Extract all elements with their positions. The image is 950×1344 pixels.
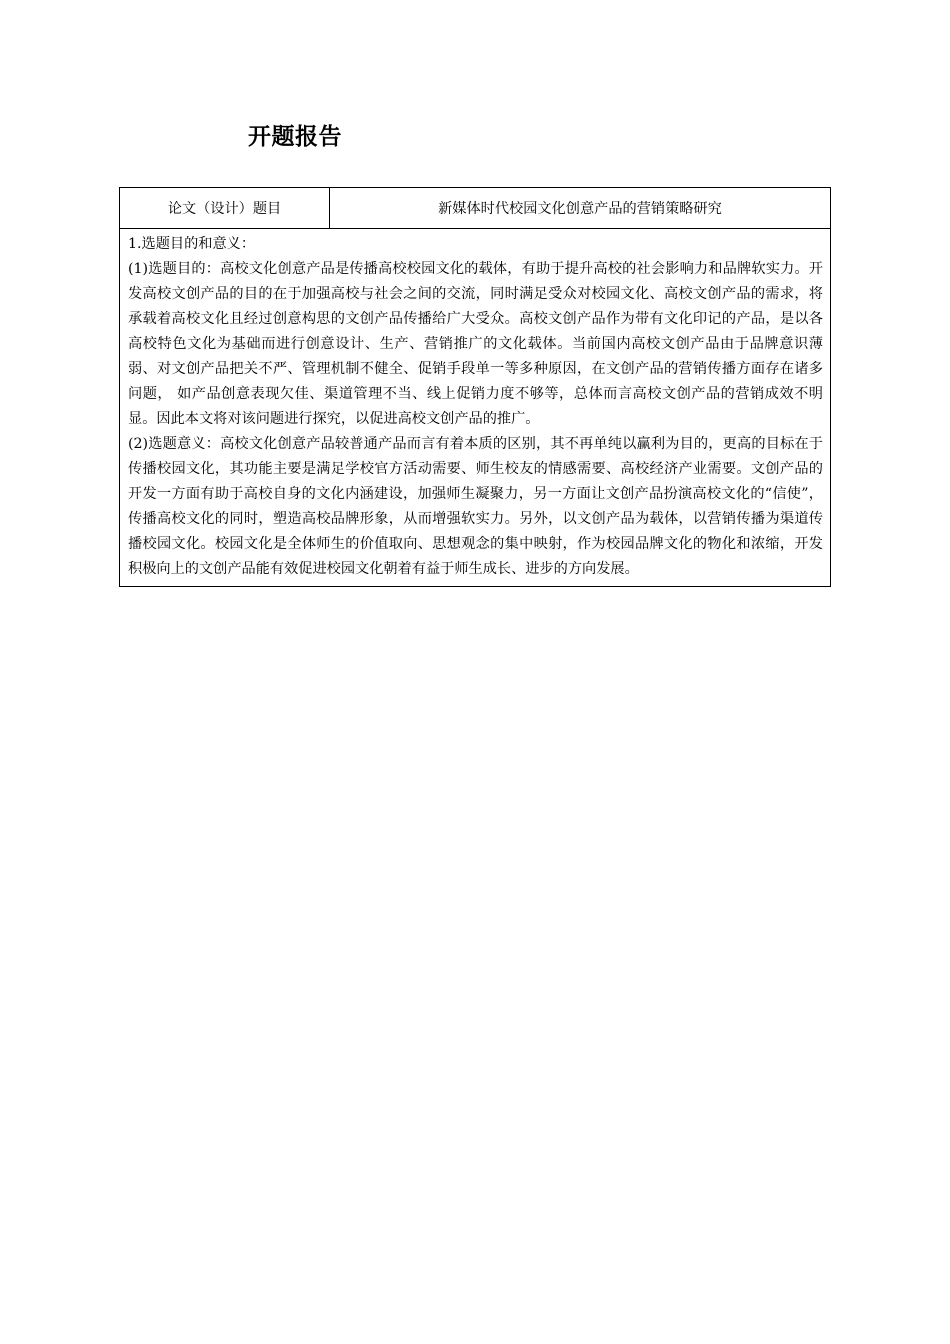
significance-paragraph: (2)选题意义：高校文化创意产品较普通产品而言有着本质的区别，其不再单纯以赢利为目的，更高的目标在于传播校园文化，其功能主要是满足学校官方活动需要、师生校友的情感需要、高校经济产业需要。文创产品的开发一方面有助于高校自身的文化内涵建设，加强师生凝聚力，另一方面让文创产品扮演高校文化的“信使”，传播高校文化的同时，塑造高校品牌形象，从而增强软实力。另外，以文创产品为载体，以营销传播为渠道传播校园文化。校园文化是全体师生的价值取向、思想观念的集中映射，作为校园品牌文化的物化和浓缩，开发积极向上的文创产品能有效促进校园文化朝着有益于师生成长、进步的方向发展。 bbox=[128, 436, 823, 577]
topic-value-cell bbox=[330, 188, 831, 229]
purpose-paragraph: (1)选题目的：高校文化创意产品是传播高校校园文化的载体，有助于提升高校的社会影响力和品牌软实力。开发高校文创产品的目的在于加强高校与社会之间的交流，同时满足受众对校园文化、高校文创产品的需求，将承载着高校文化且经过创意构思的文创产品传播给广大受众。高校文创产品作为带有文化印记的产品，是以各高校特色文化为基础而进行创意设计、生产、营销推广的文化载体。当前国内高校文创产品由于品牌意识薄弱、对文创产品把关不严、管理机制不健全、促销手段单一等多种原因，在文创产品的营销传播方面存在诸多问题， 如产品创意表现欠佳、渠道管理不当、线上促销力度不够等，总体而言高校文创产品的营销成效不明显。因此本文将对该问题进行探究，以促进高校文创产品的推广。 bbox=[128, 261, 823, 427]
topic-label: 论文（设计）题目 bbox=[167, 201, 282, 217]
page-title: 开题报告 bbox=[248, 124, 342, 150]
topic-value: 新媒体时代校园文化创意产品的营销策略研究 bbox=[438, 201, 722, 217]
topic-label-cell bbox=[120, 188, 330, 229]
proposal-table bbox=[119, 187, 831, 587]
purpose-cell bbox=[120, 229, 831, 587]
topic-row bbox=[120, 188, 831, 229]
section-heading: 1.选题目的和意义： bbox=[128, 236, 256, 252]
purpose-row bbox=[120, 229, 831, 587]
